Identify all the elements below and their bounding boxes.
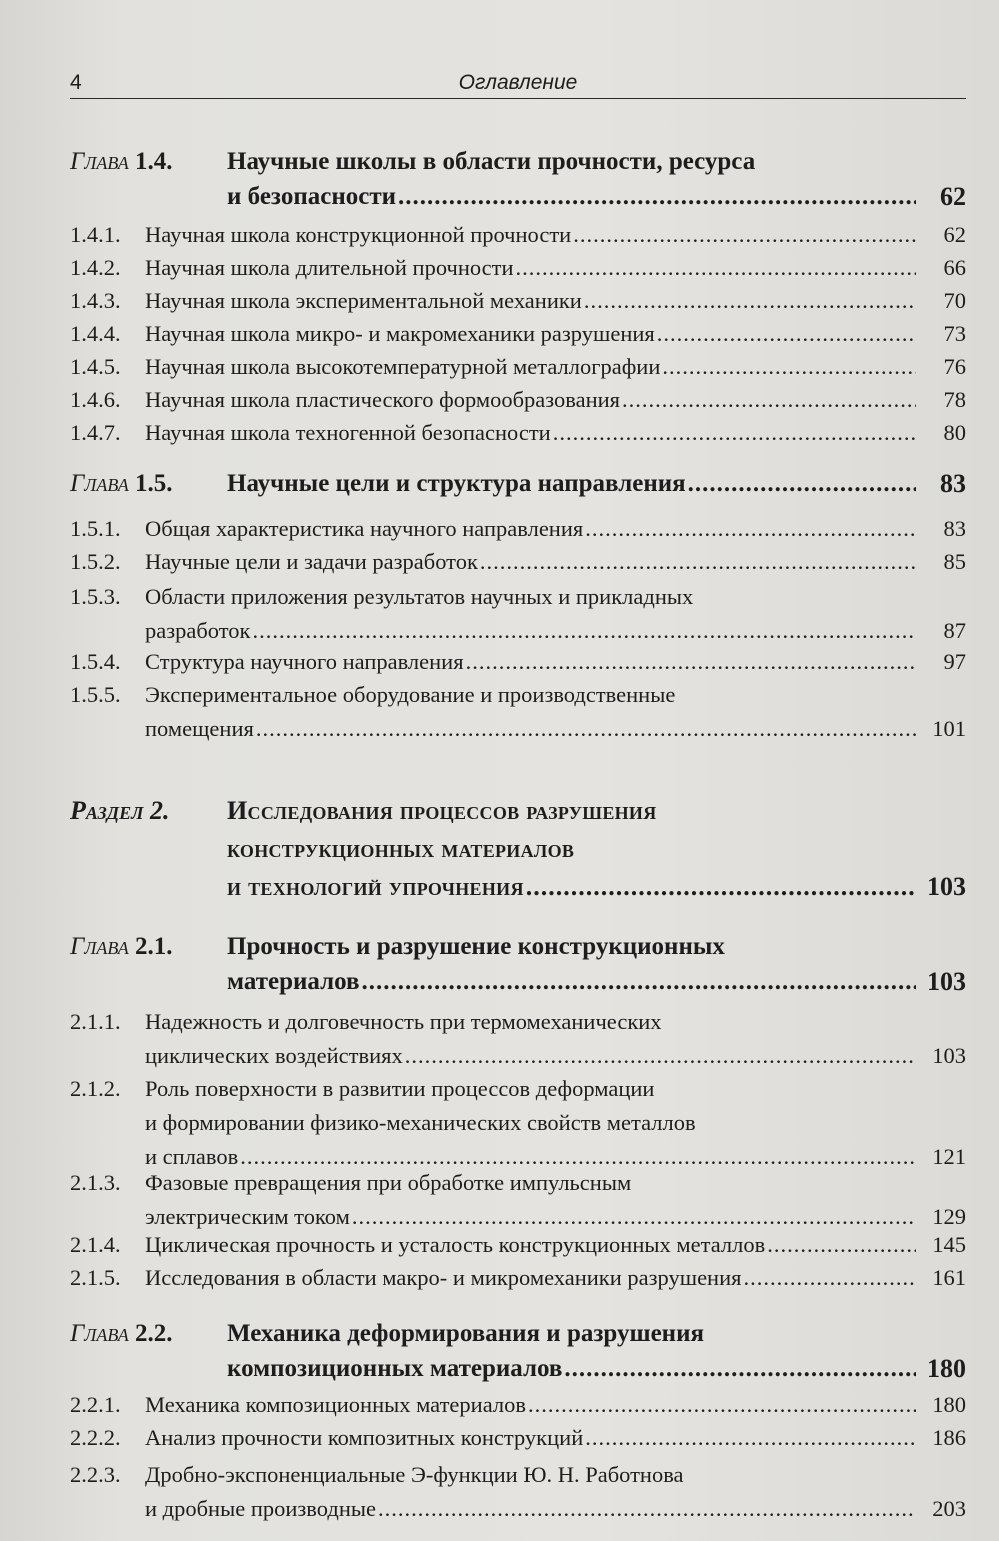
- toc-title-line: и безопасности: [227, 183, 397, 210]
- dot-leader: [657, 317, 916, 351]
- toc-entry-label: 1.5.1.: [70, 516, 121, 541]
- toc-entry-label: Глава 1.5.: [70, 470, 173, 497]
- toc-section-heading: [70, 792, 966, 906]
- toc-entry-title: [145, 1421, 916, 1455]
- toc-title-line: Надежность и долговечность при термомеханических: [145, 1009, 662, 1034]
- toc-page-number: 78: [943, 387, 966, 412]
- toc-entry-label: 1.4.3.: [70, 288, 121, 313]
- toc-entry-title: [227, 466, 916, 501]
- toc-page-number: 180: [927, 1354, 966, 1383]
- toc-title-line: и сплавов: [145, 1144, 239, 1169]
- toc-entry-title: [227, 1316, 916, 1386]
- toc-page-number: 87: [943, 618, 966, 643]
- toc-chapter-heading: [70, 1316, 966, 1386]
- toc-title-line: Научная школа конструкционной прочности: [145, 222, 572, 247]
- toc-entry: [70, 1166, 966, 1234]
- toc-entry-label: 2.1.4.: [70, 1232, 121, 1257]
- toc-entry: [70, 416, 966, 450]
- toc-title-line: Общая характеристика научного направления: [145, 516, 584, 541]
- toc-entry-title: [145, 416, 916, 450]
- dot-leader: [584, 284, 916, 318]
- toc-title-line: Фазовые превращения при обработке импульсным: [145, 1170, 632, 1195]
- toc-title-line: Экспериментальное оборудование и производственные: [145, 682, 676, 707]
- toc-entry-label: 2.2.2.: [70, 1425, 121, 1450]
- toc-entry: [70, 1005, 966, 1073]
- dot-leader: [252, 614, 916, 648]
- toc-entry-label: 1.5.5.: [70, 682, 121, 707]
- toc-entry: [70, 251, 966, 285]
- toc-page-number: 186: [932, 1425, 966, 1450]
- toc-page-number: 80: [943, 420, 966, 445]
- toc-title-line: Механика деформирования и разрушения: [227, 1320, 705, 1347]
- toc-entry-title: [145, 383, 916, 417]
- dot-leader: [743, 1261, 916, 1295]
- toc-page-number: 73: [943, 321, 966, 346]
- toc-entry-label: 1.5.4.: [70, 649, 121, 674]
- dot-leader: [526, 868, 916, 906]
- toc-title-line: Научная школа техногенной безопасности: [145, 420, 551, 445]
- dot-leader: [398, 179, 916, 214]
- toc-entry-label: 2.2.1.: [70, 1392, 121, 1417]
- toc-entry-title: [145, 1261, 916, 1295]
- toc-entry: [70, 350, 966, 384]
- toc-entry: [70, 1072, 966, 1174]
- toc-title-line: и дробные производные: [145, 1496, 376, 1521]
- toc-entry-title: [145, 1458, 916, 1526]
- toc-entry-label: 1.4.5.: [70, 354, 121, 379]
- toc-entry-title: [227, 929, 916, 999]
- toc-page-number: 83: [943, 516, 966, 541]
- toc-title-line: конструкционных материалов: [227, 834, 575, 863]
- toc-entry-title: [145, 1166, 916, 1234]
- dot-leader: [553, 416, 916, 450]
- toc-title-line: и технологий упрочнения: [227, 872, 524, 901]
- toc-entry: [70, 1228, 966, 1262]
- toc-title-line: Научная школа длительной прочности: [145, 255, 514, 280]
- toc-entry-label: 2.1.3.: [70, 1170, 121, 1195]
- toc-entry-title: [227, 792, 916, 906]
- toc-title-line: Дробно-экспоненциальные Э-функции Ю. Н. Работнова: [145, 1462, 684, 1487]
- toc-page-number: 101: [932, 716, 966, 741]
- toc-entry: [70, 1388, 966, 1422]
- dot-leader: [662, 350, 916, 384]
- toc-page-number: 83: [940, 469, 966, 498]
- dot-leader: [480, 545, 916, 579]
- toc-chapter-heading: [70, 929, 966, 999]
- dot-leader: [622, 383, 916, 417]
- toc-title-line: разработок: [145, 618, 251, 643]
- toc-entry: [70, 1421, 966, 1455]
- toc-entry-label: 1.4.4.: [70, 321, 121, 346]
- toc-entry-label: 1.4.7.: [70, 420, 121, 445]
- toc-page-number: 161: [932, 1265, 966, 1290]
- toc-title-line: Научная школа высокотемпературной металлографии: [145, 354, 661, 379]
- toc-entry: [70, 545, 966, 579]
- page-number: 4: [70, 71, 82, 94]
- toc-entry: [70, 580, 966, 648]
- toc-entry-label: 2.1.5.: [70, 1265, 121, 1290]
- toc-title-line: и формировании физико-механических свойств металлов: [145, 1110, 696, 1135]
- toc-title-line: Научные цели и задачи разработок: [145, 549, 478, 574]
- toc-title-line: электрическим током: [145, 1204, 350, 1229]
- toc-entry-title: [145, 1228, 916, 1262]
- toc-entry-label: 1.4.6.: [70, 387, 121, 412]
- toc-entry-label: 2.2.3.: [70, 1462, 121, 1487]
- toc-title-line: Прочность и разрушение конструкционных: [227, 933, 725, 960]
- toc-entry: [70, 284, 966, 318]
- toc-entry-label: 2.1.2.: [70, 1076, 121, 1101]
- toc-page-number: 145: [932, 1232, 966, 1257]
- dot-leader: [516, 251, 916, 285]
- running-title: Оглавление: [458, 71, 578, 94]
- toc-entry-title: [145, 512, 916, 546]
- toc-entry-label: Раздел 2.: [70, 796, 170, 825]
- toc-page-number: 121: [932, 1144, 966, 1169]
- running-head: [70, 66, 966, 99]
- toc-page-number: 103: [927, 872, 966, 901]
- toc-entry-label: 1.4.2.: [70, 255, 121, 280]
- toc-title-line: Научная школа микро- и макромеханики разрушения: [145, 321, 655, 346]
- toc-entry-title: [145, 218, 916, 252]
- toc-entry-title: [145, 1005, 916, 1073]
- toc-page-number: 62: [943, 222, 966, 247]
- toc-entry-title: [227, 144, 916, 214]
- toc-title-line: Исследования процессов разрушения: [227, 796, 657, 825]
- toc-entry-title: [145, 251, 916, 285]
- toc-title-line: Научные школы в области прочности, ресурса: [227, 148, 756, 175]
- toc-entry: [70, 218, 966, 252]
- dot-leader: [528, 1388, 916, 1422]
- toc-entry: [70, 1458, 966, 1526]
- toc-title-line: материалов: [227, 968, 360, 995]
- toc-title-line: Области приложения результатов научных и прикладных: [145, 584, 694, 609]
- toc-page-number: 129: [932, 1204, 966, 1229]
- dot-leader: [767, 1228, 916, 1262]
- toc-page-number: 97: [943, 649, 966, 674]
- toc-title-line: помещения: [145, 716, 254, 741]
- toc-entry-title: [145, 317, 916, 351]
- toc-title-line: Исследования в области макро- и микромеханики разрушения: [145, 1265, 742, 1290]
- toc-entry-label: 1.4.1.: [70, 222, 121, 247]
- toc-entry: [70, 317, 966, 351]
- toc-title-line: Механика композиционных материалов: [145, 1392, 526, 1417]
- toc-entry-title: [145, 1388, 916, 1422]
- toc-entry-label: Глава 2.2.: [70, 1320, 173, 1347]
- toc-page-number: 85: [943, 549, 966, 574]
- toc-entry-title: [145, 545, 916, 579]
- dot-leader: [362, 964, 916, 999]
- toc-entry-label: Глава 2.1.: [70, 933, 173, 960]
- toc-page-number: 203: [932, 1496, 966, 1521]
- toc-chapter-heading: [70, 466, 966, 501]
- toc-title-line: циклических воздействиях: [145, 1043, 403, 1068]
- toc-title-line: Научная школа экспериментальной механики: [145, 288, 582, 313]
- dot-leader: [378, 1492, 916, 1526]
- toc-chapter-heading: [70, 144, 966, 214]
- toc-entry-label: 1.5.3.: [70, 584, 121, 609]
- toc-title-line: Структура научного направления: [145, 649, 464, 674]
- toc-entry-title: [145, 350, 916, 384]
- toc-title-line: Научная школа пластического формообразования: [145, 387, 621, 412]
- dot-leader: [585, 512, 916, 546]
- toc-title-line: Роль поверхности в развитии процессов деформации: [145, 1076, 655, 1101]
- dot-leader: [256, 712, 916, 746]
- toc-title-line: Научные цели и структура направления: [227, 470, 686, 497]
- toc-page-number: 103: [927, 967, 966, 996]
- toc-entry-label: 1.5.2.: [70, 549, 121, 574]
- dot-leader: [466, 645, 916, 679]
- toc-entry: [70, 1261, 966, 1295]
- toc-page-number: 180: [932, 1392, 966, 1417]
- dot-leader: [688, 466, 916, 501]
- toc-page-number: 76: [943, 354, 966, 379]
- toc-entry: [70, 678, 966, 746]
- toc-entry: [70, 383, 966, 417]
- dot-leader: [564, 1351, 916, 1386]
- toc-entry: [70, 645, 966, 679]
- dot-leader: [405, 1039, 916, 1073]
- toc-entry-title: [145, 284, 916, 318]
- toc-title-line: Циклическая прочность и усталость конструкционных металлов: [145, 1232, 766, 1257]
- toc-entry-label: 2.1.1.: [70, 1009, 121, 1034]
- toc-entry-title: [145, 645, 916, 679]
- toc-entry-title: [145, 1072, 916, 1174]
- toc-page-number: 70: [943, 288, 966, 313]
- toc-entry-title: [145, 678, 916, 746]
- toc-page-number: 62: [940, 182, 966, 211]
- toc-entry-label: Глава 1.4.: [70, 148, 173, 175]
- dot-leader: [585, 1421, 916, 1455]
- toc-page-number: 103: [932, 1043, 966, 1068]
- toc-entry-title: [145, 580, 916, 648]
- toc-title-line: композиционных материалов: [227, 1355, 563, 1382]
- toc-entry: [70, 512, 966, 546]
- toc-page-number: 66: [943, 255, 966, 280]
- toc-title-line: Анализ прочности композитных конструкций: [145, 1425, 584, 1450]
- dot-leader: [573, 218, 916, 252]
